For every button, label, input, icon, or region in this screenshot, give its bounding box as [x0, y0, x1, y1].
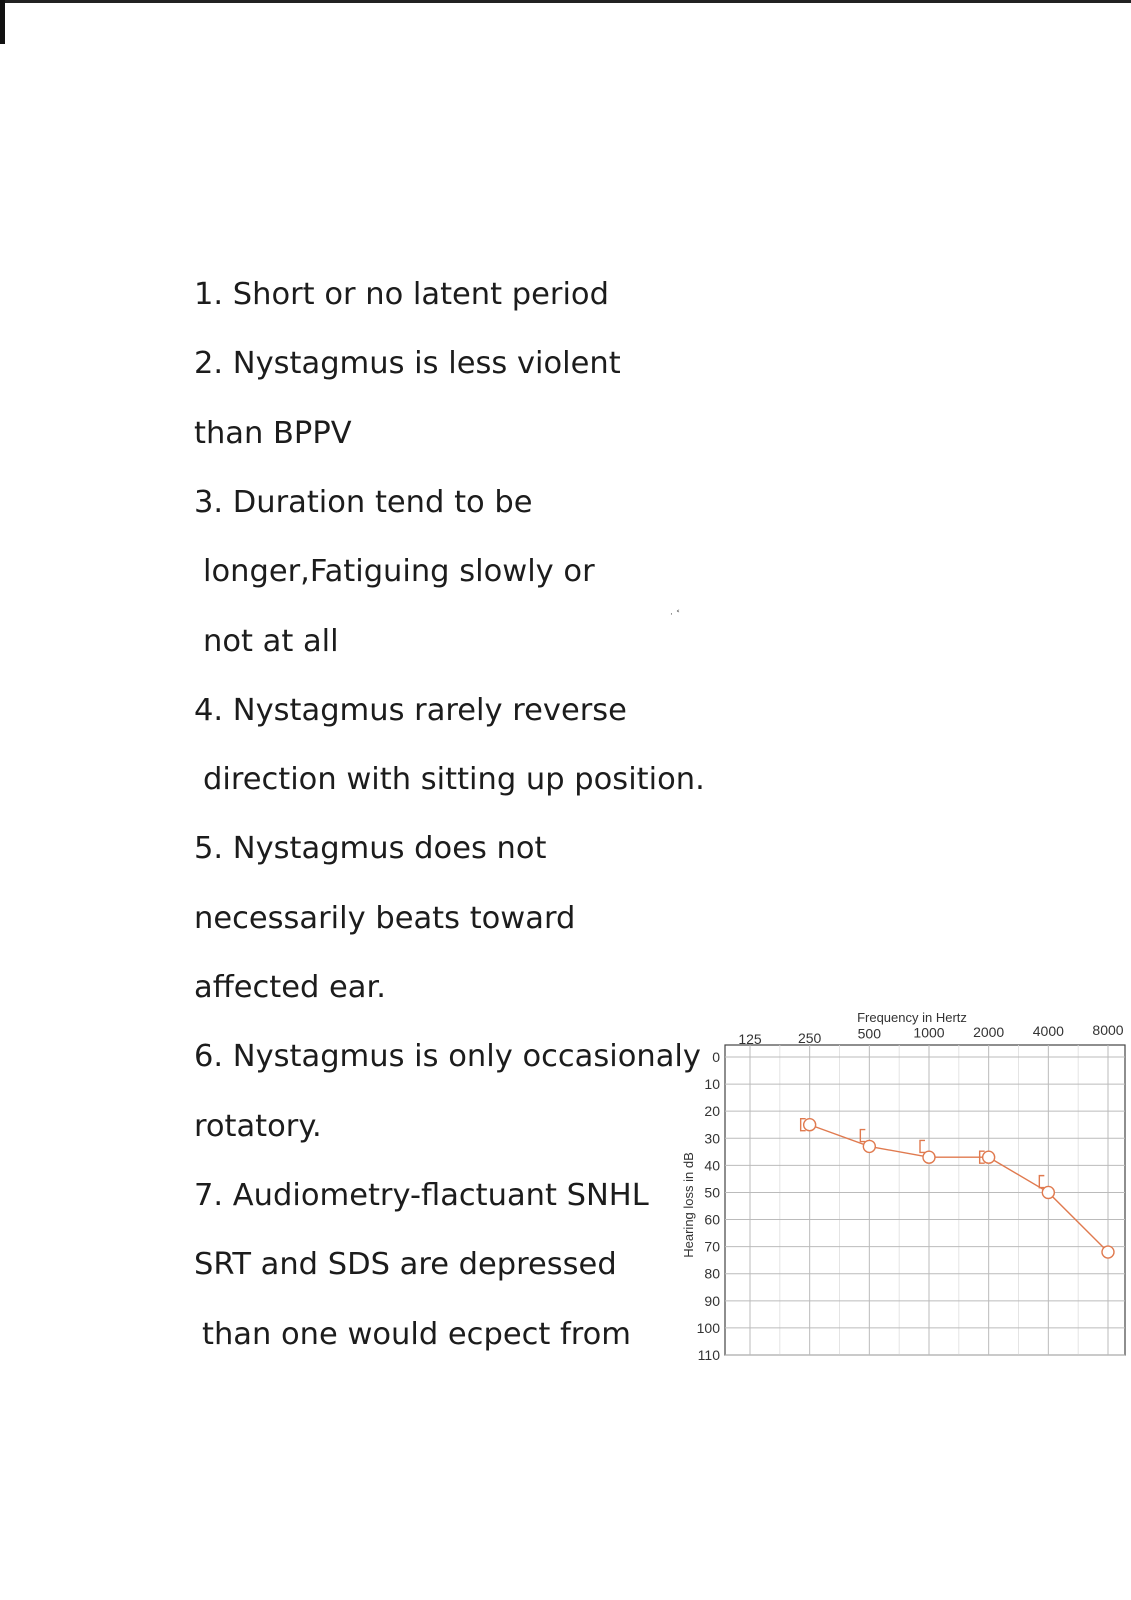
- y-tick-label: 30: [704, 1130, 720, 1147]
- y-tick-label: 20: [704, 1103, 720, 1120]
- text-line: 4. Nystagmus rarely reverse: [194, 693, 627, 728]
- data-point-circle: [1102, 1246, 1114, 1258]
- y-tick-label: 60: [704, 1211, 720, 1228]
- y-axis-title: Hearing loss in dB: [681, 1152, 696, 1258]
- text-line: affected ear.: [194, 970, 386, 1005]
- y-tick-label: 110: [697, 1347, 720, 1363]
- text-line: direction with sitting up position.: [203, 762, 705, 797]
- text-line: rotatory.: [194, 1109, 322, 1144]
- text-line: 5. Nystagmus does not: [194, 831, 547, 866]
- text-line: than one would ecpect from: [202, 1317, 631, 1352]
- audiogram-svg: [680, 1010, 1130, 1400]
- data-point-circle: [804, 1119, 816, 1131]
- text-line: SRT and SDS are depressed: [194, 1247, 617, 1282]
- text-line: than BPPV: [194, 416, 352, 451]
- data-point-bracket: [860, 1130, 865, 1142]
- x-tick-label: 4000: [1032, 1023, 1064, 1039]
- plot-frame: [725, 1045, 1125, 1355]
- y-tick-label: 50: [704, 1184, 720, 1201]
- text-line: necessarily beats toward: [194, 901, 576, 936]
- text-line: 7. Audiometry-flactuant SNHL: [194, 1178, 649, 1213]
- text-line: 1. Short or no latent period: [194, 277, 609, 312]
- y-tick-label: 10: [704, 1076, 720, 1093]
- text-line: 3. Duration tend to be: [194, 485, 533, 520]
- x-tick-label: 125: [738, 1031, 762, 1047]
- text-line: not at all: [203, 624, 339, 659]
- scan-speck: ⋅ ˂: [670, 610, 681, 620]
- x-tick-label: 1000: [913, 1024, 945, 1041]
- left-scan-mark: [0, 0, 5, 44]
- x-tick-label: 250: [797, 1030, 822, 1047]
- data-point-bracket: [1039, 1176, 1044, 1188]
- x-tick-label: 8000: [1092, 1022, 1124, 1039]
- x-tick-label: 500: [857, 1025, 882, 1042]
- data-point-bracket: [920, 1140, 925, 1152]
- data-point-circle: [983, 1151, 995, 1163]
- text-line: 6. Nystagmus is only occasionaly: [194, 1039, 701, 1074]
- text-line: longer,Fatiguing slowly or: [203, 554, 595, 589]
- y-tick-label: 80: [704, 1265, 720, 1282]
- audiogram-chart: [680, 1010, 1130, 1400]
- y-tick-label: 0: [712, 1049, 720, 1065]
- y-tick-label: 40: [704, 1157, 720, 1174]
- x-tick-label: 2000: [973, 1023, 1005, 1040]
- top-border-line: [0, 0, 1131, 3]
- text-line: 2. Nystagmus is less violent: [194, 346, 621, 381]
- y-tick-label: 70: [704, 1238, 720, 1255]
- y-tick-label: 100: [696, 1319, 720, 1336]
- x-axis-title: Frequency in Hertz: [857, 1010, 967, 1025]
- y-tick-label: 90: [704, 1292, 720, 1309]
